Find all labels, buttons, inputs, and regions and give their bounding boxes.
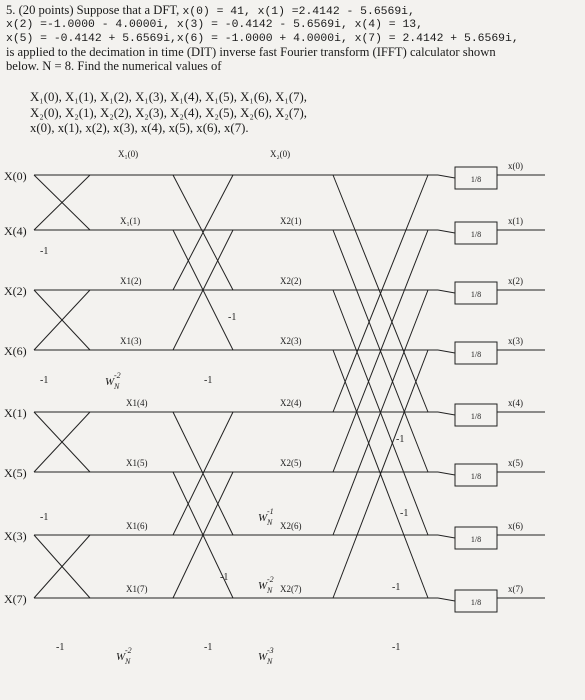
stage1-label-5: X1(5)	[126, 458, 148, 468]
output-label-2: x(2)	[508, 276, 523, 286]
stage2-label-5: X2(5)	[280, 458, 302, 468]
minus-one-label-11: -1	[392, 642, 401, 653]
stage1-label-4: X1(4)	[126, 398, 148, 408]
minus-one-label-3: -1	[56, 642, 65, 653]
stage2-label-3: X2(3)	[280, 336, 302, 346]
stage2-label-2: X2(2)	[280, 276, 302, 286]
twiddle-base: W	[116, 651, 126, 663]
scale-label: 1/8	[470, 230, 482, 239]
target-line-2: X₂(0), X₂(1), X₂(2), X₂(3), X₂(4), X₂(5), X₂(6), X₂(7),	[30, 105, 307, 120]
twiddle-stage3-w3	[258, 646, 274, 666]
twiddle-stage1-w2	[105, 371, 121, 391]
scale-label: 1/8	[470, 472, 482, 481]
stage1-label-0: X₁(0)	[118, 149, 139, 159]
minus-one-label-1: -1	[40, 375, 49, 386]
question-x2-row: x(2) =-1.0000 - 4.0000i, x(3) = -0.4142 - 5.6569i, x(4) = 13,	[6, 19, 423, 32]
input-label-7: X(7)	[4, 592, 27, 606]
output-label-4: x(4)	[508, 398, 523, 408]
stage1-label-7: X1(7)	[126, 584, 148, 594]
stage1-label-6: X1(6)	[126, 521, 148, 531]
twiddle-subscript: N	[267, 657, 273, 666]
box-input-wire	[438, 412, 455, 415]
stage2-label-4: X2(4)	[280, 398, 302, 408]
scale-label: 1/8	[470, 290, 482, 299]
stage1-label-3: X1(3)	[120, 336, 142, 346]
twiddle-stage1-w2-lower	[116, 646, 132, 666]
minus-one-label-2: -1	[40, 512, 49, 523]
diagram-wires	[34, 175, 545, 601]
question-intro: 5. (20 points) Suppose that a DFT,	[6, 3, 180, 17]
output-label-3: x(3)	[508, 336, 523, 346]
twiddle-exponent: -2	[125, 646, 132, 655]
twiddle-stage3-w1	[258, 507, 274, 527]
twiddle-base: W	[258, 580, 268, 592]
output-label-0: x(0)	[508, 161, 523, 171]
stage2-label-1: X2(1)	[280, 216, 302, 226]
output-label-5: x(5)	[508, 458, 523, 468]
box-input-wire	[438, 175, 455, 178]
scale-label: 1/8	[470, 598, 482, 607]
twiddle-stage3-w2	[258, 575, 274, 595]
question-x5-row: x(5) = -0.4142 + 5.6569i,x(6) = -1.0000 + 4.0000i, x(7) = 2.4142 + 5.6569i,	[6, 32, 519, 45]
question-statement-2: below. N = 8. Find the numerical values of	[6, 58, 222, 73]
target-line-1: X₁(0), X₁(1), X₁(2), X₁(3), X₁(4), X₁(5), X₁(6), X₁(7),	[30, 90, 307, 104]
scale-label: 1/8	[470, 175, 482, 184]
minus-one-label-9: -1	[400, 508, 409, 519]
box-input-wire	[438, 350, 455, 353]
stage2-label-6: X2(6)	[280, 521, 302, 531]
twiddle-subscript: N	[267, 586, 273, 595]
twiddle-exponent: -1	[267, 507, 274, 516]
minus-one-label-6: -1	[220, 572, 229, 583]
output-label-7: x(7)	[508, 584, 523, 594]
input-label-0: X(0)	[4, 169, 27, 183]
scale-label: 1/8	[470, 350, 482, 359]
minus-one-label-0: -1	[40, 246, 49, 257]
output-label-1: x(1)	[508, 216, 523, 226]
target-line-3: x(0), x(1), x(2), x(3), x(4), x(5), x(6), x(7).	[30, 121, 249, 135]
minus-one-label-10: -1	[392, 582, 401, 593]
box-input-wire	[438, 535, 455, 538]
box-input-wire	[438, 230, 455, 233]
minus-one-label-5: -1	[204, 375, 213, 386]
minus-one-label-8: -1	[396, 434, 405, 445]
input-label-5: X(5)	[4, 466, 27, 480]
input-label-1: X(4)	[4, 224, 27, 238]
minus-one-label-7: -1	[204, 642, 213, 653]
stage1-label-2: X1(2)	[120, 276, 142, 286]
twiddle-exponent: -2	[267, 575, 274, 584]
twiddle-base: W	[258, 651, 268, 663]
twiddle-exponent: -3	[267, 646, 274, 655]
input-label-2: X(2)	[4, 284, 27, 298]
output-label-6: x(6)	[508, 521, 523, 531]
input-label-6: X(3)	[4, 529, 27, 543]
input-label-4: X(1)	[4, 406, 27, 420]
twiddle-exponent: -2	[114, 371, 121, 380]
minus-one-label-4: -1	[228, 312, 237, 323]
box-input-wire	[438, 472, 455, 475]
twiddle-base: W	[105, 376, 115, 388]
stage1-label-1: X₁(1)	[120, 216, 141, 226]
scale-label: 1/8	[470, 412, 482, 421]
stage2-label-0: X₂(0)	[270, 149, 291, 159]
box-input-wire	[438, 598, 455, 601]
input-label-3: X(6)	[4, 344, 27, 358]
twiddle-subscript: N	[267, 518, 273, 527]
twiddle-subscript: N	[125, 657, 131, 666]
twiddle-subscript: N	[114, 382, 120, 391]
twiddle-base: W	[258, 512, 268, 524]
question-x0-values: x(0) = 41, x(1) =2.4142 - 5.6569i,	[182, 6, 415, 18]
scale-label: 1/8	[470, 535, 482, 544]
question-statement: is applied to the decimation in time (DIT) inverse fast Fourier transform (IFFT) calculator shown	[6, 45, 496, 60]
stage2-label-7: X2(7)	[280, 584, 302, 594]
box-input-wire	[438, 290, 455, 293]
